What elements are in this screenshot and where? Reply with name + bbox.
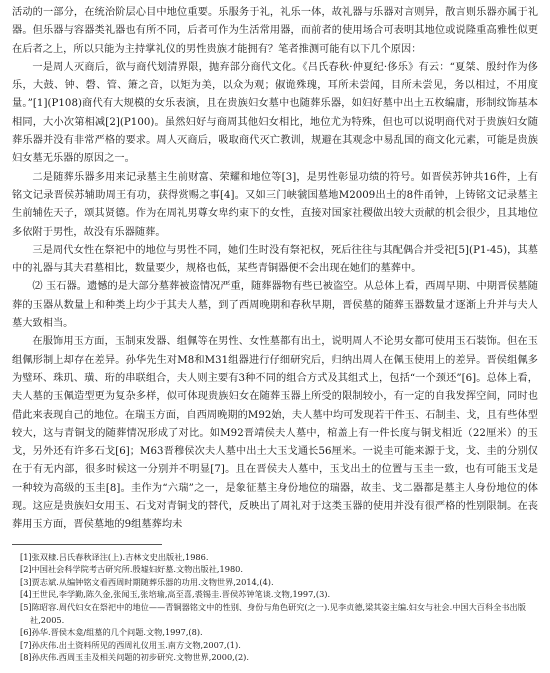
footnote: [1]张双棣.吕氏春秋译注(上).吉林文史出版社,1986. xyxy=(20,551,209,562)
body-paragraph: 一是周人灭商后，欲与商代划清界限，抛弃部分商代文化。《吕氏春秋·仲夏纪·侈乐》有云：“夏桀、殷纣作为侈乐，大鼓、钟、磬、管、箫之音，以矩为美，以众为观；俶诡殊瑰，耳所未尝闻，目所未尝见，务以相过，不用度量。”[1](P108)商代有大规模的女乐表演，且在贵族妇女墓中也随葬乐器，如妇好墓中出土五枚编庸，形制纹饰基本相同，大小次第相减[2](P100)。虽然妇好与商周其他妇女相比，地位尤为特殊，但也可以说明商代对于贵族妇女随葬乐器并没有非常严格的要求。周人灭商后，吸取商代灭亡教训，规避在其观念中易乱国的商文化元素，可能是贵族妇女墓无乐器的原因之一。 xyxy=(12,61,538,165)
body-text xyxy=(12,4,538,535)
footnote: [6]孙华.晋侯木龛/组墓的几个问题.文物,1997,(8). xyxy=(20,627,203,638)
body-paragraph: 三是周代女性在祭祀中的地位与男性不同，她们生时没有祭祀权，死后往往与其配偶合并受祀[5](P1-45)，其墓中的礼器与其夫君墓相比，数量要少，规格也低，某些青铜器便不会出现在她们的墓葬中。 xyxy=(12,244,538,275)
footnote: [2]中国社会科学院考古研究所.殷墟妇好墓.文物出版社,1980. xyxy=(20,564,243,575)
body-paragraph: 二是随葬乐器多用来记录墓主生前财富、荣耀和地位等[3]，是男性彰显功绩的符号。如晋侯苏钟共16件，上有铭文记录晋侯苏辅助周王有功，获得赏赐之事[4]。又如三门峡虢国墓地M2009出土的8件甬钟，上铸铭文记录墓主生前辅佐天子，颂其贤德。作为在周礼男尊女卑约束下的女性，直接对国家社稷做出较大贡献的机会很少，且其地位多依附于男性，故没有乐器随葬。 xyxy=(12,171,538,238)
body-paragraph: 在服饰用玉方面，玉制束发器、组佩等在男性、女性墓都有出土，说明周人不论男女都可使用玉石装饰。但在玉组佩形制上却存在差异。孙华先生对M8和M31组器进行仔细研究后，归纳出周人在佩玉使用上的差异。晋侯组佩多为璧环、珠玑、璜、珩的串联组合，夫人则主要有3种不同的组合方式及其组式上，包括“一个颈还”[6]。总体上看，夫人墓的玉佩造型更为复杂多样，似可体现贵族妇女在随葬玉器上所受的限制较小，有一定的自我发挥空间，同时也借此来表现自己的地位。在瑞玉方面，自西周晚期的M92始，夫人墓中均可发现若干件玉、石制圭、戈，且有些体型较大，这与青铜戈的随葬情况形成了对比。如M92晋靖侯夫人墓中，棺盖上有一件长度与铜戈相近（22厘米）的玉戈，另外还有许多石戈[6]；M63晋穆侯次夫人墓中出土大玉戈通长56厘米。一说圭可能来源于戈，戈、圭的分别仅在于有无内部，很多时候这一分别并不明显[7]。且在晋侯夫人墓中，玉戈出土的位置与玉圭一致，也有可能玉戈是一种较为高级的玉圭[8]。圭作为“六瑞”之一，是象征墓主身份地位的瑞器，故圭、戈二器都是墓主人身份地位的体现。这应是贵族妇女用玉、石戈对青铜戈的替代，反映出了周礼对于这类玉器的使用并没有很严格的性别限制。在丧葬用玉方面，晋侯墓地的9组墓葬均未 xyxy=(12,336,538,531)
footnote: [8]孙庆伟.西周玉圭及相关问题的初步研究.文物世界,2000,(2). xyxy=(20,652,249,663)
footnote-separator xyxy=(12,544,162,545)
footnotes xyxy=(12,551,538,664)
footnote: [3]贾志斌.从编钟铭文看西周时期随葬乐器的功用.文物世界,2014,(4). xyxy=(20,576,274,587)
footnote: [4]王世民,李学勤,陈久金,张闻玉,张培瑜,高至喜,裘锡圭.晋侯苏钟笔谈.文物,1997,(3). xyxy=(20,589,331,600)
footnote: [7]孙庆伟.出土资料所见的西周礼仪用玉.南方文物,2007,(1). xyxy=(20,639,241,650)
body-paragraph: 活动的一部分，在统治阶层心目中地位重要。乐服务于礼，礼乐一体，故礼器与乐器对言则异，散言则乐器亦属于礼器。但乐器与容器类礼器也有所不同，后者可作为生活常用器，而前者的使用场合可表明其地位或说隆重高雅性似更在后者之上，所以只能为主持掌礼仪的男性贵族才能拥有？笔者推测可能有以下几个原因： xyxy=(12,7,538,55)
body-paragraph: ⑵ 玉石器。遗憾的是大部分墓葬被盗情况严重，随葬器物有些已被盗空。从总体上看，西周早期、中期晋侯墓随葬的玉器从数量上和种类上均少于其夫人墓，到了西周晚期和春秋早期，晋侯墓的随葬玉器数量才逐渐上升并与夫人墓大致相当。 xyxy=(12,281,538,330)
footnote: [5]陈昭容.周代妇女在祭祀中的地位——青铜器铭文中的性别、身份与角色研究(之一).见李贞德,梁其姿主编.妇女与社会.中国大百科全书出版社,2005. xyxy=(20,601,526,625)
